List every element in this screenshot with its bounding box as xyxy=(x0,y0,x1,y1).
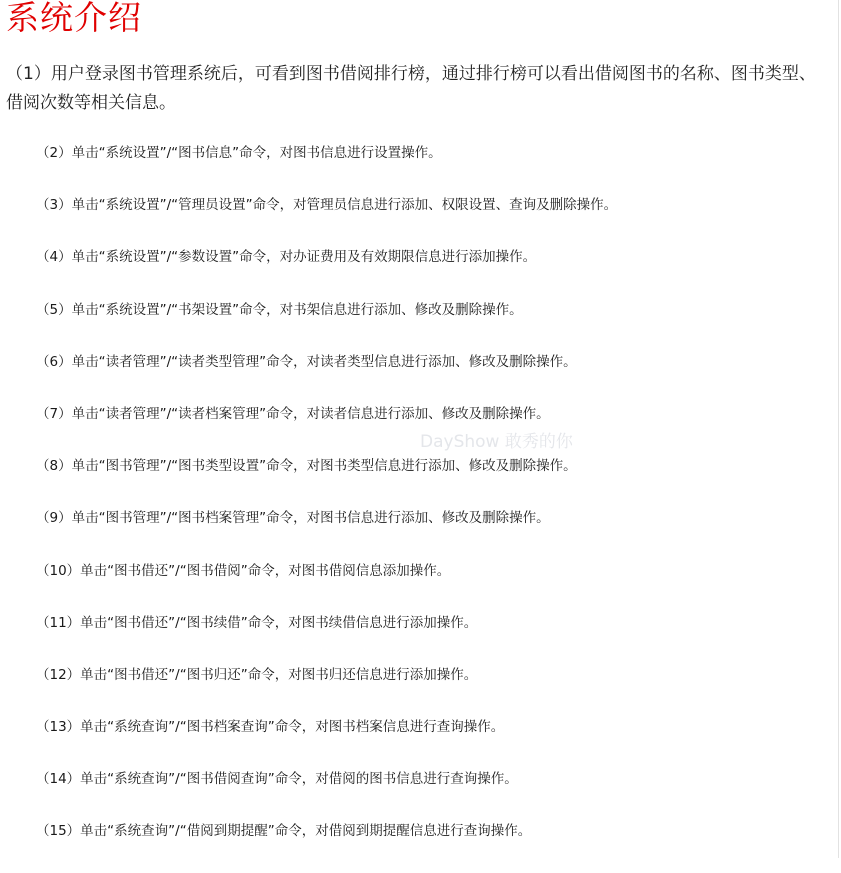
step-item: （8）单击“图书管理”/“图书类型设置”命令，对图书类型信息进行添加、修改及删除操作。 xyxy=(36,458,577,475)
step-item: （2）单击“系统设置”/“图书信息”命令，对图书信息进行设置操作。 xyxy=(36,145,442,161)
page-title: 系统介绍 xyxy=(6,0,142,37)
page-right-border xyxy=(838,0,839,858)
step-item: （3）单击“系统设置”/“管理员设置”命令，对管理员信息进行添加、权限设置、查询及删除操作。 xyxy=(36,197,618,214)
watermark-text: DayShow 敢秀的你 xyxy=(420,432,573,452)
step-item: （10）单击“图书借还”/“图书借阅”命令，对图书借阅信息添加操作。 xyxy=(36,562,451,579)
step-item: （15）单击“系统查询”/“借阅到期提醒”命令，对借阅到期提醒信息进行查询操作。 xyxy=(36,823,532,840)
step-item: （14）单击“系统查询”/“图书借阅查询”命令，对借阅的图书信息进行查询操作。 xyxy=(36,771,518,788)
step-item: （7）单击“读者管理”/“读者档案管理”命令，对读者信息进行添加、修改及删除操作。 xyxy=(36,405,550,422)
step-list xyxy=(36,142,816,873)
step-item: （5）单击“系统设置”/“书架设置”命令，对书架信息进行添加、修改及删除操作。 xyxy=(36,301,523,318)
step-item: （4）单击“系统设置”/“参数设置”命令，对办证费用及有效期限信息进行添加操作。 xyxy=(36,249,537,266)
step-item: （12）单击“图书借还”/“图书归还”命令，对图书归还信息进行添加操作。 xyxy=(36,666,478,683)
step-item: （13）单击“系统查询”/“图书档案查询”命令，对图书档案信息进行查询操作。 xyxy=(36,719,505,736)
intro-paragraph: （1）用户登录图书管理系统后，可看到图书借阅排行榜，通过排行榜可以看出借阅图书的名称、图书类型、借阅次数等相关信息。 xyxy=(6,64,816,113)
step-item: （11）单击“图书借还”/“图书续借”命令，对图书续借信息进行添加操作。 xyxy=(36,614,478,631)
step-item: （6）单击“读者管理”/“读者类型管理”命令，对读者类型信息进行添加、修改及删除操作。 xyxy=(36,353,577,370)
step-item: （9）单击“图书管理”/“图书档案管理”命令，对图书信息进行添加、修改及删除操作。 xyxy=(36,510,550,527)
